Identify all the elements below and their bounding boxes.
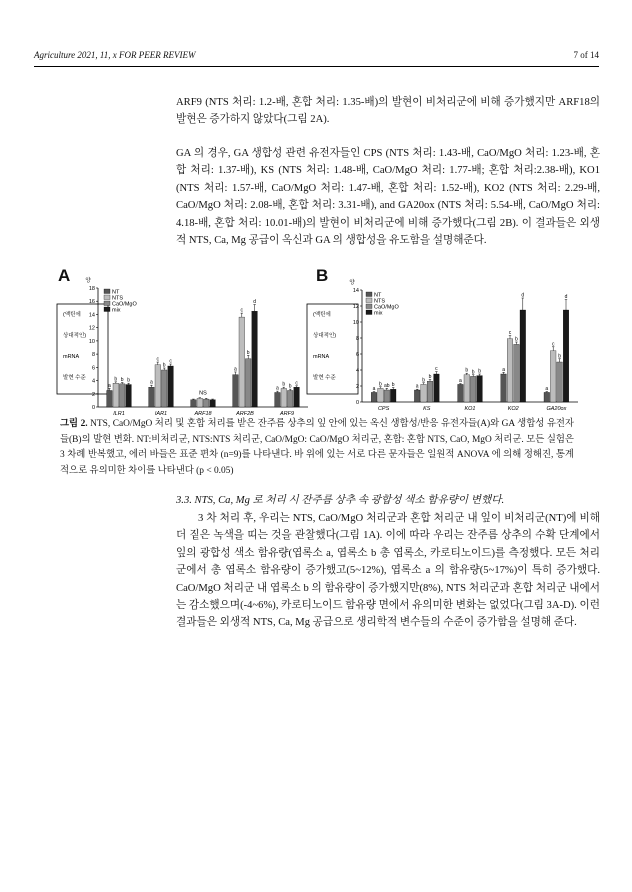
bar xyxy=(168,366,174,407)
significance-letter: c xyxy=(240,307,244,314)
chart-panel-a xyxy=(56,278,310,418)
significance-letter: a xyxy=(415,383,419,390)
legend-label: NTS xyxy=(374,298,385,305)
significance-letter: a xyxy=(150,379,153,386)
significance-letter: a xyxy=(545,386,549,393)
legend-label: mix xyxy=(374,310,383,317)
significance-letter: c xyxy=(435,366,438,373)
caption-label: 그림 2. xyxy=(60,419,88,429)
legend-swatch xyxy=(366,298,372,303)
y-tick-label: 8 xyxy=(355,336,359,342)
significance-letter: b xyxy=(471,369,475,376)
bar xyxy=(113,383,119,407)
bar xyxy=(287,390,293,407)
significance-letter: b xyxy=(114,376,118,383)
significance-letter: a xyxy=(234,366,237,373)
legend-label: NT xyxy=(374,292,382,299)
significance-letter: a xyxy=(372,386,376,393)
x-tick-label: ARF9 xyxy=(279,411,295,417)
significance-letter: d xyxy=(253,299,256,306)
significance-letter: c xyxy=(551,341,555,348)
bar xyxy=(119,384,125,407)
significance-letter: b xyxy=(282,381,286,388)
legend-swatch xyxy=(104,301,110,306)
legend-label: mix xyxy=(112,307,121,314)
page-number: 7 of 14 xyxy=(573,50,599,60)
significance-letter: a xyxy=(502,366,505,373)
ylabel-top: 양 xyxy=(85,278,91,284)
bar xyxy=(294,387,300,407)
x-tick-label: ILR1 xyxy=(113,411,125,417)
bar xyxy=(281,388,287,407)
bar xyxy=(544,392,550,402)
y-tick-label: 16 xyxy=(88,299,95,306)
significance-letter: b xyxy=(379,381,382,388)
legend-label: CaO/MgO xyxy=(374,304,399,311)
legend-swatch xyxy=(366,310,372,315)
bar xyxy=(203,399,209,407)
significance-letter: b xyxy=(478,368,481,375)
bar xyxy=(149,387,155,407)
chart-panel-b xyxy=(306,282,582,418)
paragraph-pigment-text: 3 차 처리 후, 우리는 NTS, CaO/MgO 처리군과 혼합 처리군 내 잎이 비처리군(NT)에 비해 더 짙은 녹색을 띠는 것을 관찰했다(그림 1A). 이에 따라 우리는 잔주름 상추의 수확 단계에서 잎의 광합성 색소 함유량(엽록소 a, 엽록소 b 총 엽록소, 카로티노이드)를 측정했다. 모든 처리군에서 총 엽록소 함유량이 증가했고(5~12%), 엽록소 a 의 함유량(5~17%)이 특히 증가했다. CaO/MgO 처리군 내 엽록소 b 의 함유량이 증가했지만(8%), NTS 처리군과 혼합 처리군 내에서는 감소했으며(-4~6%), 카로티노이드 함유량 면에서 유의미한 변화는 없었다(그림 3A-D). 이런 결과들은 외생적 NTS, Ca, Mg 공급으로 생리학적 변수들의 수준이 증가함을 설명해 준다. xyxy=(176,513,600,629)
y-tick-label: 6 xyxy=(91,365,95,372)
significance-letter: a xyxy=(459,378,462,385)
bar xyxy=(458,384,464,402)
significance-letter: a xyxy=(108,382,111,389)
significance-letter: d xyxy=(564,294,568,301)
x-tick-label: KS xyxy=(423,406,431,412)
journal-running-head: Agriculture 2021, 11, x FOR PEER REVIEW xyxy=(34,50,196,60)
caption-text: NTS, CaO/MgO 처리 및 혼합 처리를 받은 잔주름 상추의 잎 안에 있는 옥신 생합성/반응 유전자들(A)와 GA 생합성 유전자들(B)의 발현 변화. NT:비처리군, NTS:NTS 처리군, CaO/MgO: CaO/MgO 처리군, 혼합: 혼합 NTS, CaO, MgO 처리군. 모든 실험은 3 차례 반복했고, 에러 바들은 표준 편차 (n=9)를 나타낸다. 바 위에 있는 서로 다른 문자들은 일원적 ANOVA 에 의해 정해진, 통계적으로 유의미한 차이를 나타낸다 (p < 0.05) xyxy=(60,419,574,476)
bar xyxy=(197,398,203,407)
ylabel-line: (액틴에 xyxy=(63,312,81,318)
significance-letter: c xyxy=(508,330,512,337)
x-tick-label: KO2 xyxy=(507,406,519,412)
y-tick-label: 14 xyxy=(352,288,359,294)
y-tick-label: 0 xyxy=(355,400,359,406)
significance-letter: c xyxy=(156,356,160,363)
ylabel-line: 상대적인) xyxy=(313,333,337,339)
significance-letter: b xyxy=(127,377,130,384)
bar xyxy=(126,385,132,407)
bar xyxy=(501,374,507,402)
bar xyxy=(371,392,377,402)
legend-swatch xyxy=(366,304,372,309)
legend-swatch xyxy=(104,307,110,312)
bar xyxy=(507,339,513,402)
y-tick-label: 2 xyxy=(91,391,95,398)
legend-swatch xyxy=(366,292,372,297)
significance-letter: b xyxy=(465,367,469,374)
y-tick-label: 0 xyxy=(91,405,95,411)
x-tick-label: ARF2B xyxy=(236,411,254,417)
bar xyxy=(378,388,384,402)
y-tick-label: 10 xyxy=(88,338,95,345)
significance-letter: b xyxy=(422,377,425,384)
paragraph-ga: GA 의 경우, GA 생합성 관련 유전자들인 CPS (NTS 처리: 1.43-배, CaO/MgO 처리: 1.23-배, 혼합 처리: 1.37-배), KS (NTS 처리: 1.48-배, CaO/MgO 처리: 1.77-배; 혼합 처리:2.38-배), KO1 (NTS 처리: 1.57-배, CaO/MgO 처리: 1.47-배, 혼합 처리: 1.52-배), KO2 (NTS 처리: 2.29-배, CaO/MgO 처리: 2.08-배, 혼합 처리: 3.31-배), and GA20ox (NTS 처리: 5.54-배, CaO/MgO 처리: 4.18-배, 혼합 처리: 10.01-배)의 발현이 비처리군에 비해 증가했다(그림 2B). 이 결과들은 외생적 NTS, Ca, Mg 공급이 옥신과 GA 의 생합성을 유도함을 설명해준다. xyxy=(176,148,600,247)
paragraph-arf: ARF9 (NTS 처리: 1.2-배, 혼합 처리: 1.35-배)의 발현이 비처리군에 비해 증가했지만 ARF18의 발현은 증가하지 않았다(그림 2A). xyxy=(176,97,600,126)
ylabel-line: mRNA xyxy=(313,354,330,360)
y-tick-label: 12 xyxy=(352,304,359,310)
bar xyxy=(470,376,476,402)
bar xyxy=(155,365,161,407)
x-tick-label: ARF18 xyxy=(194,411,212,417)
bar xyxy=(210,400,216,407)
significance-letter: d xyxy=(521,292,525,299)
bar xyxy=(107,390,113,407)
y-tick-label: 14 xyxy=(88,312,95,319)
legend-label: NT xyxy=(112,289,120,296)
ylabel-line: 상대적인) xyxy=(63,333,87,339)
bar xyxy=(384,390,390,402)
significance-letter: b xyxy=(391,382,395,389)
y-tick-label: 18 xyxy=(88,286,95,292)
bar xyxy=(161,370,167,407)
y-tick-label: 10 xyxy=(352,320,359,326)
bar xyxy=(563,310,569,402)
significance-letter: b xyxy=(558,353,561,360)
section-title: 3.3. NTS, Ca, Mg 로 처리 시 잔주름 상추 속 광합성 색소 함유량이 변했다. xyxy=(176,495,505,506)
x-tick-label: KO1 xyxy=(464,406,476,412)
page-header xyxy=(34,50,599,67)
figure-caption xyxy=(60,417,574,479)
bar xyxy=(421,384,427,402)
bar xyxy=(191,400,197,407)
y-tick-label: 8 xyxy=(91,352,95,359)
ylabel-line: 발현 수준 xyxy=(313,375,336,381)
significance-letter: ab xyxy=(384,382,390,389)
group-annotation: NS xyxy=(199,390,207,397)
legend-swatch xyxy=(104,289,110,294)
bar xyxy=(427,381,433,402)
paragraph-pigment xyxy=(176,510,600,632)
bar xyxy=(233,375,239,407)
x-tick-label: GA20ox xyxy=(546,406,567,412)
significance-letter: b xyxy=(120,377,124,384)
significance-letter: b xyxy=(246,349,250,356)
y-tick-label: 4 xyxy=(91,378,95,385)
ylabel-top: 양 xyxy=(349,280,355,286)
y-tick-label: 2 xyxy=(355,384,359,390)
ylabel-line: (액틴에 xyxy=(313,312,331,318)
ylabel-line: mRNA xyxy=(63,354,80,360)
bar xyxy=(550,351,556,402)
legend-swatch xyxy=(104,295,110,300)
bar xyxy=(434,374,440,402)
panel-label-b: B xyxy=(316,266,329,285)
significance-letter: b xyxy=(288,383,292,390)
y-tick-label: 12 xyxy=(88,325,95,332)
bar xyxy=(477,376,483,402)
x-tick-label: CPS xyxy=(377,406,390,412)
bar xyxy=(390,389,396,402)
significance-letter: b xyxy=(428,374,432,381)
significance-letter: b xyxy=(515,336,518,343)
bar xyxy=(557,362,563,402)
bar xyxy=(245,359,251,407)
y-tick-label: 6 xyxy=(355,352,359,358)
bar xyxy=(252,311,258,407)
y-tick-label: 4 xyxy=(355,368,359,374)
x-tick-label: IAR1 xyxy=(154,411,168,417)
panel-label-a: A xyxy=(58,266,71,285)
significance-letter: b xyxy=(162,362,166,369)
legend-label: NTS xyxy=(112,295,123,302)
ylabel-line: 발현 수준 xyxy=(63,375,86,381)
bar xyxy=(239,317,245,407)
significance-letter: c xyxy=(169,358,172,365)
significance-letter: a xyxy=(276,385,279,392)
legend-label: CaO/MgO xyxy=(112,301,137,308)
bar xyxy=(464,375,470,402)
bar xyxy=(514,344,520,402)
significance-letter: c xyxy=(295,380,298,387)
bar xyxy=(520,310,526,402)
bar xyxy=(275,392,281,407)
bar xyxy=(414,390,420,402)
